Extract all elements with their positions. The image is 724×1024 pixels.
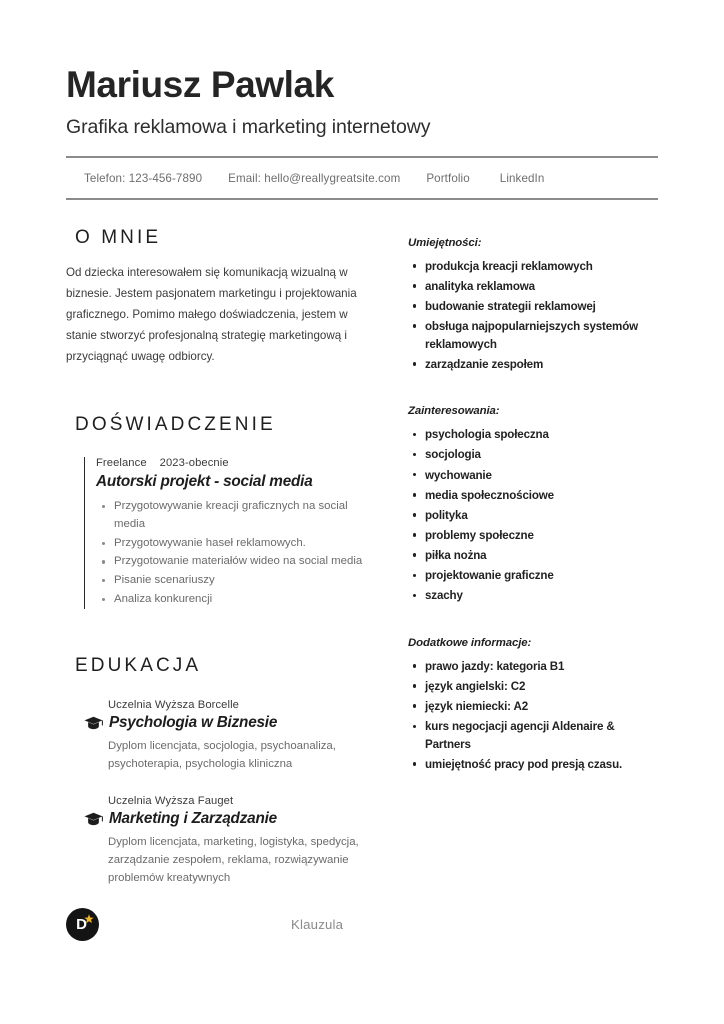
- list-item: szachy: [408, 587, 658, 605]
- education-description: Dyplom licencjata, socjologia, psychoanaliza, psychoterapia, psychologia kliniczna: [108, 739, 336, 770]
- list-item: prawo jazdy: kategoria B1: [408, 658, 658, 676]
- education-degree: Psychologia w Biznesie: [109, 713, 278, 731]
- section-interests: [408, 405, 658, 604]
- section-heading-skills: Umiejętności:: [408, 236, 482, 249]
- logo-letter: D: [76, 916, 87, 933]
- list-item: psychologia społeczna: [408, 426, 658, 444]
- section-education: [66, 655, 370, 887]
- contact-row: [66, 158, 658, 198]
- header-divider-bottom: [66, 198, 658, 200]
- education-degree-row: [84, 810, 370, 828]
- list-item: problemy społeczne: [408, 527, 658, 545]
- experience-role: Autorski projekt - social media: [96, 473, 313, 491]
- experience-dates: 2023-obecnie: [159, 457, 229, 470]
- resume-footer: [66, 908, 658, 941]
- brand-logo: [66, 908, 99, 941]
- section-heading-additional-info: Dodatkowe informacje:: [408, 636, 532, 649]
- list-item: Analiza konkurencji: [96, 591, 370, 609]
- education-entry: [84, 795, 370, 887]
- list-item: wychowanie: [408, 467, 658, 485]
- footer-note: Klauzula: [291, 917, 344, 932]
- section-heading-about: O MNIE: [75, 226, 162, 248]
- contact-email: Email: hello@reallygreatsite.com: [228, 172, 401, 186]
- list-item: analityka reklamowa: [408, 278, 658, 296]
- job-title: Grafika reklamowa i marketing internetowy: [66, 116, 431, 139]
- page-title: Mariusz Pawlak: [66, 64, 334, 105]
- interests-list: [408, 426, 658, 604]
- education-degree-row: [84, 714, 370, 732]
- list-item: Pisanie scenariuszy: [96, 572, 370, 590]
- list-item: piłka nożna: [408, 547, 658, 565]
- list-item: obsługa najpopularniejszych systemów reklamowych: [408, 318, 658, 353]
- graduation-cap-icon: [84, 716, 103, 730]
- education-entry: [84, 699, 370, 773]
- list-item: produkcja kreacji reklamowych: [408, 258, 658, 276]
- section-about: [66, 227, 370, 367]
- left-column: [66, 227, 386, 887]
- section-heading-interests: Zainteresowania:: [408, 405, 500, 418]
- right-column: [386, 227, 658, 887]
- skills-list: [408, 258, 658, 374]
- list-item: polityka: [408, 507, 658, 525]
- section-heading-experience: DOŚWIADCZENIE: [75, 414, 276, 436]
- list-item: Przygotowanie materiałów wideo na social media: [96, 553, 370, 571]
- contact-portfolio-link[interactable]: Portfolio: [426, 172, 470, 186]
- list-item: język angielski: C2: [408, 678, 658, 696]
- list-item: kurs negocjacji agencji Aldenaire & Partners: [408, 718, 658, 753]
- education-description: Dyplom licencjata, marketing, logistyka, spedycja, zarządzanie zespołem, reklama, rozwiązywanie problemów kreatywnych: [108, 835, 359, 884]
- section-additional-info: [408, 637, 658, 774]
- list-item: media społecznościowe: [408, 487, 658, 505]
- list-item: Przygotowywanie haseł reklamowych.: [96, 535, 370, 553]
- contact-linkedin-link[interactable]: LinkedIn: [499, 172, 545, 186]
- list-item: zarządzanie zespołem: [408, 356, 658, 374]
- list-item: Przygotowywanie kreacji graficznych na social media: [96, 498, 370, 534]
- education-degree: Marketing i Zarządzanie: [109, 809, 277, 827]
- resume-header: [66, 0, 658, 200]
- list-item: budowanie strategii reklamowej: [408, 298, 658, 316]
- list-item: projektowanie graficzne: [408, 567, 658, 585]
- list-item: umiejętność pracy pod presją czasu.: [408, 756, 658, 774]
- experience-bullet-list: [96, 498, 370, 609]
- graduation-cap-icon: [84, 812, 103, 826]
- experience-company: Freelance: [96, 457, 147, 470]
- list-item: język niemiecki: A2: [408, 698, 658, 716]
- resume-body: [66, 227, 658, 887]
- experience-entry: [84, 457, 370, 609]
- additional-info-list: [408, 658, 658, 774]
- star-icon: [84, 914, 94, 924]
- contact-phone: Telefon: 123-456-7890: [84, 172, 203, 186]
- education-school: Uczelnia Wyższa Borcelle: [108, 698, 239, 711]
- section-skills: [408, 237, 658, 374]
- section-experience: [66, 414, 370, 609]
- experience-meta: [96, 457, 370, 469]
- education-school: Uczelnia Wyższa Fauget: [108, 794, 234, 807]
- about-text: Od dziecka interesowałem się komunikacją wizualną w biznesie. Jestem pasjonatem marketingu i projektowania graficznego. Pomimo małego doświadczenia, jestem w stanie stworzyć profesjonalną strategię marketingową i przyciągnąć uwagę odbiorcy.: [66, 265, 357, 363]
- section-heading-education: EDUKACJA: [75, 654, 202, 676]
- list-item: socjologia: [408, 446, 658, 464]
